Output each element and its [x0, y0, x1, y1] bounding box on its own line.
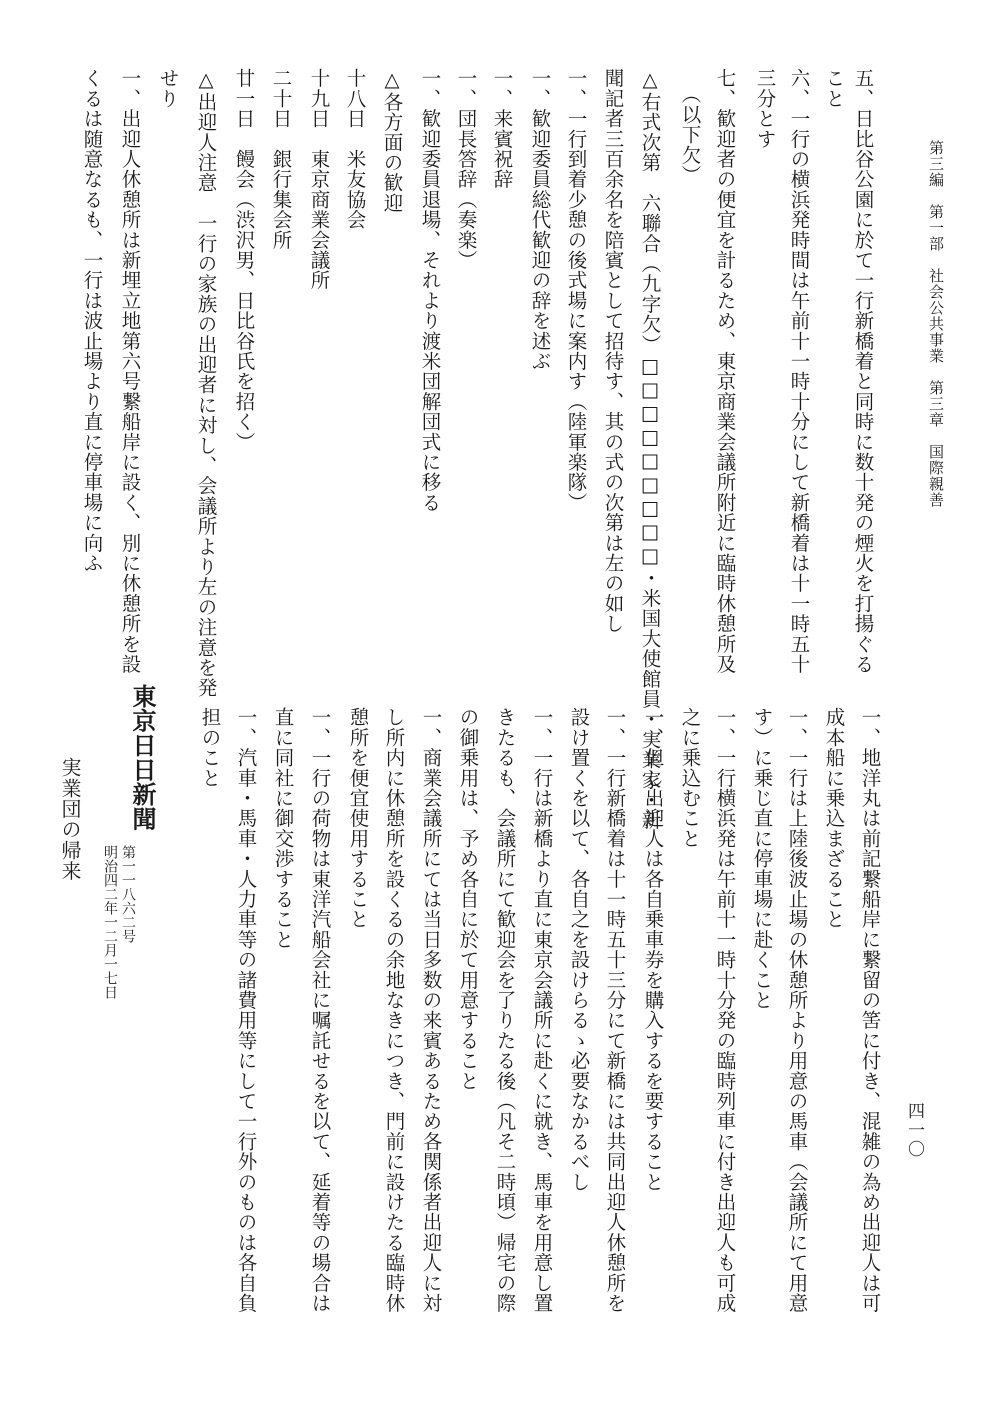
body-column: 二十日 銀行集会所 — [269, 68, 293, 250]
body-column: 憩所を便宜使用すること — [346, 707, 370, 930]
body-column: 六、一行の横浜発時間は午前十一時十分にして新橋着は十一時五十 — [787, 68, 811, 674]
section-heading: △出迎人注意 一行の家族の出迎者に対し、会議所より左の注意を発 — [194, 68, 218, 698]
section-heading: △各方面の歓迎 — [380, 68, 404, 213]
body-column: 廿一日 饅会（渋沢男、日比谷氏を招く） — [232, 68, 256, 452]
body-column: 一、但し出迎人は各自乗車券を購入するを要すること — [641, 707, 665, 1192]
body-column: 一、出迎人休憩所は新埋立地第六号繋船岸に設く、別に休憩所を設 — [118, 68, 142, 674]
body-column: 一、来賓祝辞 — [490, 68, 514, 190]
page-number: 四一〇 — [904, 1102, 924, 1159]
body-column: 担のこと — [198, 707, 222, 788]
body-column: 十八日 米友協会 — [343, 68, 367, 230]
body-column: 一、歓迎委員総代歓迎の辞を述ぶ — [528, 68, 552, 371]
body-column: 一、団長答辞（奏楽） — [454, 68, 478, 270]
body-column: こと — [822, 68, 846, 109]
body-column: の御乗用は、予め各自に於て用意すること — [456, 707, 480, 1091]
issue-date: 明治四二年一二月一七日 — [102, 845, 118, 999]
body-column: 成本船に乗込まざること — [822, 707, 846, 930]
body-column: （以下欠） — [678, 84, 702, 185]
body-column: 七、歓迎者の便宜を計るため、東京商業会議所附近に臨時休憩所及 — [713, 68, 737, 674]
body-column: 一、地洋丸は前記繋船岸に繋留の筈に付き、混雑の為め出迎人は可 — [858, 707, 882, 1313]
body-column: 一、商業会議所にては当日多数の来賓あるため各関係者出迎人に対 — [419, 707, 443, 1313]
running-header: 第三編 第一部 社会公共事業 第三章 国際親善 — [927, 140, 945, 508]
issue-number: 第一一八六二号 — [120, 845, 136, 943]
body-column: 一、一行は上陸後波止場の休憩所より用意の馬車（会議所にて用意 — [785, 707, 809, 1313]
body-column: 之に乗込むこと — [678, 707, 702, 849]
body-column: す）に乗じ直に停車場に赴くこと — [750, 707, 774, 1010]
newspaper-title: 東京日日新聞 — [128, 684, 157, 831]
body-column: きたるも、会議所にて歓迎会を了りたる後（凡そ二時頃）帰宅の際 — [493, 707, 517, 1313]
next-section-title: 実業団の帰来 — [58, 757, 82, 882]
body-column: 五、日比谷公園に於て一行新橋着と同時に数十発の煙火を打揚ぐる — [851, 68, 875, 674]
body-column: し所内に休憩所を設くるの余地なきにつき、門前に設けたる臨時休 — [382, 707, 406, 1313]
body-column: 一、一行は新橋より直に東京会議所に赴くに就き、馬車を用意し置 — [530, 707, 554, 1313]
body-column: せり — [156, 68, 180, 109]
body-column: △右式次第 六聯合（九字欠）□□□□□□□□□・米国大使館員・実業家・新 — [638, 68, 662, 831]
body-column: 三分とす — [753, 68, 777, 149]
body-column: 一、一行の荷物は東洋汽船会社に嘱託せるを以て、延着等の場合は — [308, 707, 332, 1313]
body-column: 一、一行到着少憩の後式場に案内す（陸軍楽隊） — [564, 68, 588, 513]
body-column: 設け置くを以て、各自之を設けらるゝ必要なかるべし — [567, 707, 591, 1192]
body-column: 聞記者三百余名を陪賓として招待す、其の式の次第は左の如し — [601, 68, 625, 634]
body-column: 十九日 東京商業会議所 — [307, 68, 331, 291]
body-column: 一、一行新橋着は十一時五十三分にて新橋には共同出迎人休憩所を — [603, 707, 627, 1313]
body-column: 直に同社に御交渉すること — [271, 707, 295, 950]
body-column: 一、歓迎委員退場、それより渡米団解団式に移る — [418, 68, 442, 513]
body-column: くるは随意なるも、一行は波止場より直に停車場に向ふ — [80, 68, 104, 573]
body-column: 一、汽車・馬車・人力車等の諸費用等にして一行外のものは各自負 — [234, 707, 258, 1313]
body-column: 一、一行横浜発は午前十一時十分発の臨時列車に付き出迎人も可成 — [713, 707, 737, 1313]
